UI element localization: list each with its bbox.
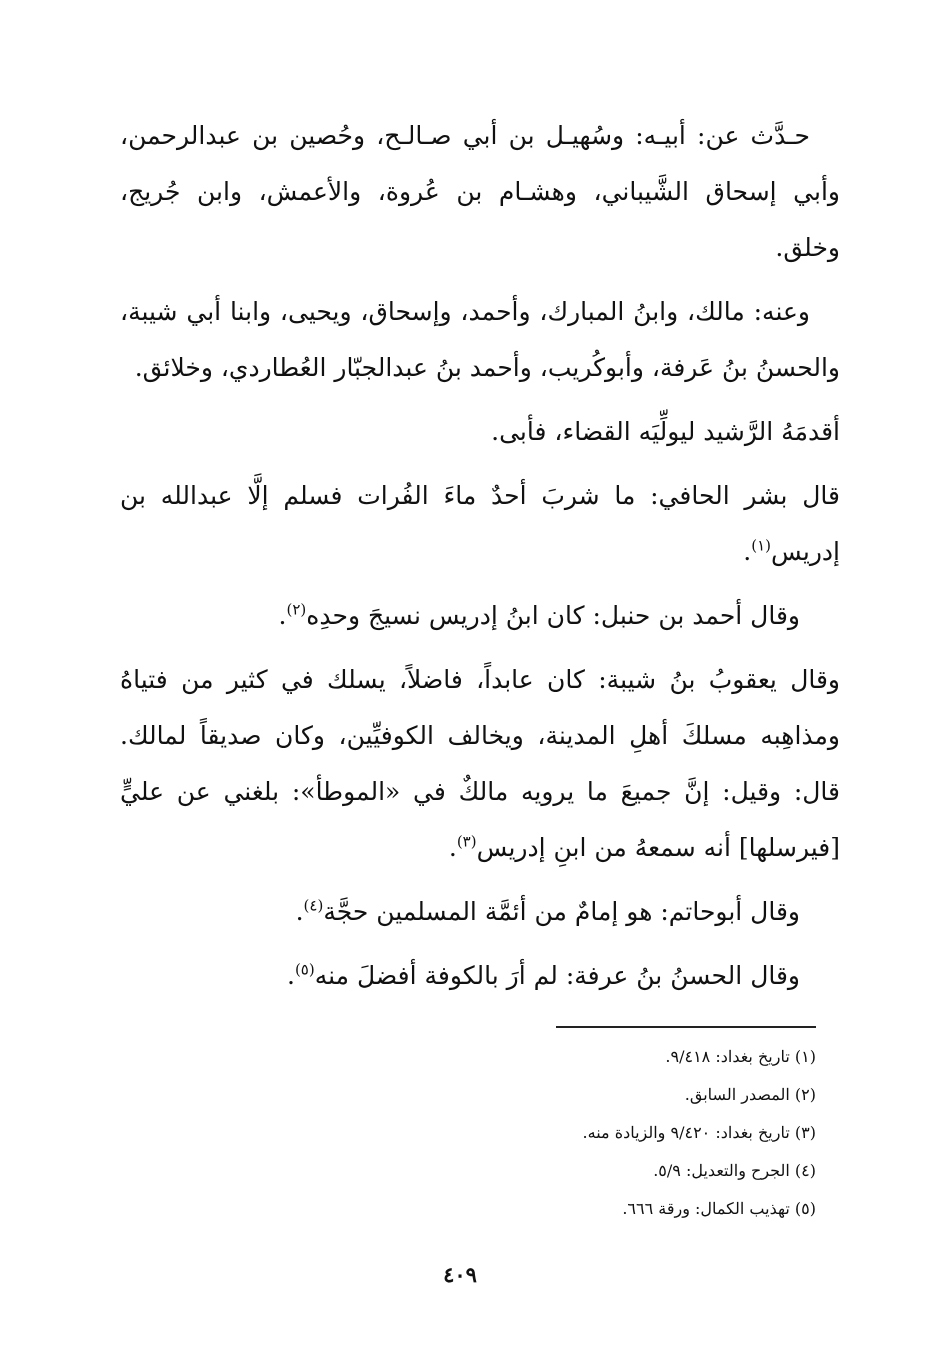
footnote-item [380,1038,816,1076]
footnote-separator [556,1026,816,1028]
paragraph-abu-hatim [120,884,840,940]
paragraph-ahmad [120,588,840,644]
footnote-ref: (٥) [294,960,315,979]
footnote-number: (١) [794,1047,816,1066]
paragraph-rashid [120,404,840,460]
footnote-text: تاريخ بغداد: ٩/٤٢٠ والزيادة منه. [582,1123,790,1142]
main-text [120,108,840,1012]
paragraph-narrators [120,284,840,396]
full-stop: . [448,833,457,862]
footnote-number: (٣) [794,1123,816,1142]
paragraph-yaqub [120,652,840,876]
footnote-item [380,1114,816,1152]
full-stop: . [295,897,304,926]
paragraph-text: قال بشر الحافي: ما شربَ أحدٌ ماءَ الفُرات فسلم إلَّا عبدالله بن إدريس [120,481,840,566]
footnote-number: (٤) [794,1161,816,1180]
paragraph-hasan [120,948,840,1004]
footnotes [380,1038,816,1228]
paragraph-text: وقال أحمد بن حنبل: كان ابنُ إدريس نسيجَ وحدِه [306,601,800,630]
paragraph-text: وقال الحسنُ بنُ عرفة: لم أرَ بالكوفة أفضلَ منه [314,961,800,990]
footnote-text: الجرح والتعديل: ٥/٩. [653,1161,790,1180]
full-stop: . [278,601,287,630]
paragraph-text: وقال يعقوبُ بنُ شيبة: كان عابداً، فاضلاً، يسلك في كثير من فتياهُ ومذاهِبه مسلكَ أهلِ المدينة، ويخالف الكوفيِّين، وكان صديقاً لمالك. قال: وقيل: إنَّ جميعَ ما يرويه مالكٌ في «الموطأ»: بلغني عن عليٍّ [فيرسلها] أنه سمعهُ من ابنِ إدريس [120,665,840,862]
paragraph-text: حـدَّث عن: أبيـه: وسُهيـل بن أبي صـالـح، وحُصين بن عبدالرحمن، وأبي إسحاق الشَّيباني، وهشـام بن عُروة، والأعمش، وابن جُريج، وخلق. [120,121,840,262]
footnote-text: تاريخ بغداد: ٩/٤١٨. [665,1047,790,1066]
full-stop: . [743,537,752,566]
footnote-item [380,1152,816,1190]
footnote-ref: (٢) [286,600,307,619]
footnote-text: المصدر السابق. [684,1085,790,1104]
page-number: ٤٠٩ [443,1262,477,1287]
paragraph-bishr [120,468,840,580]
paragraph-text: وقال أبوحاتم: هو إمامٌ من أئمَّة المسلمين حجَّة [323,897,800,926]
footnote-item [380,1076,816,1114]
footnote-ref: (٤) [303,896,324,915]
paragraph-narrated-from [120,108,840,276]
footnote-number: (٢) [794,1085,816,1104]
footnote-number: (٥) [794,1199,816,1218]
full-stop: . [286,961,295,990]
paragraph-text: أقدمَهُ الرَّشيد ليولِّيَه القضاء، فأبى. [491,417,840,446]
footnote-item [380,1190,816,1228]
paragraph-text: وعنه: مالك، وابنُ المبارك، وأحمد، وإسحاق، ويحيى، وابنا أبي شيبة، والحسنُ بنُ عَرفة، وأبوكُريب، وأحمد بنُ عبدالجبّار العُطاردي، وخلائق. [120,297,840,382]
footnote-ref: (٣) [456,832,477,851]
footnote-text: تهذيب الكمال: ورقة ٦٦٦. [622,1199,790,1218]
footnote-ref: (١) [751,536,772,555]
